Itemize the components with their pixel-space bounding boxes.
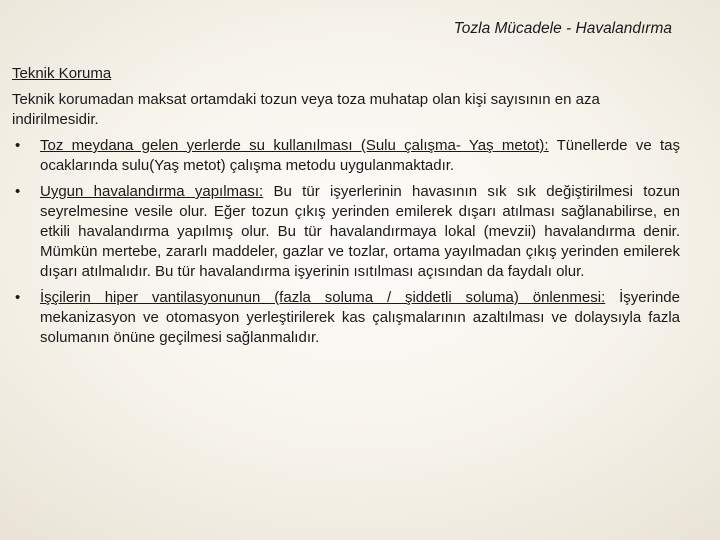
section-heading: Teknik Koruma xyxy=(12,65,112,82)
bullet-body: İşyerinde mekanizasyon ve otomasyon yerleştirilerek kas çalışmalarının azaltılması ve dolaysıyla fazla solumanın önüne geçilmesi sağlanmalıdır. xyxy=(40,289,680,346)
slide-content xyxy=(12,64,680,354)
bullet-icon: • xyxy=(15,183,21,200)
bullet-list xyxy=(12,136,680,348)
bullet-lead: İşçilerin hiper vantilasyonunun (fazla soluma / şiddetli soluma) önlenmesi: xyxy=(40,289,606,306)
intro-paragraph: Teknik korumadan maksat ortamdaki tozun veya toza muhatap olan kişi sayısının en aza indirilmesidir. xyxy=(12,91,600,128)
bullet-body: Tünellerde ve taş ocaklarında sulu(Yaş metot) çalışma metodu uygulanmaktadır. xyxy=(40,137,680,174)
bullet-icon: • xyxy=(15,137,21,154)
bullet-item-ventilation xyxy=(12,182,680,282)
slide-title: Tozla Mücadele - Havalandırma xyxy=(453,20,672,37)
bullet-lead: Uygun havalandırma yapılması: xyxy=(40,183,264,200)
bullet-icon: • xyxy=(15,289,21,306)
bullet-body: Bu tür işyerlerinin havasının sık sık değiştirilmesi tozun seyrelmesine vesile olur. Eğer tozun çıkış yerinden emilerek dışarı atılması sağlanabilirse, en etkili havalandırma yapılmış olur. Bu tür havalandırmaya lokal (mevzii) havalandırma denir. Mümkün mertebe, zararlı maddeler, gazlar ve tozlar, ortama yayılmadan çıkış yerinden emilerek dışarı atılmalıdır. Bu tür havalandırma işyerinin ısıtılması açısından da faydalı olur. xyxy=(40,183,680,280)
bullet-item-hyperventilation xyxy=(12,288,680,348)
bullet-lead: Toz meydana gelen yerlerde su kullanılması (Sulu çalışma- Yaş metot): xyxy=(40,137,549,154)
bullet-item-wet-method xyxy=(12,136,680,176)
